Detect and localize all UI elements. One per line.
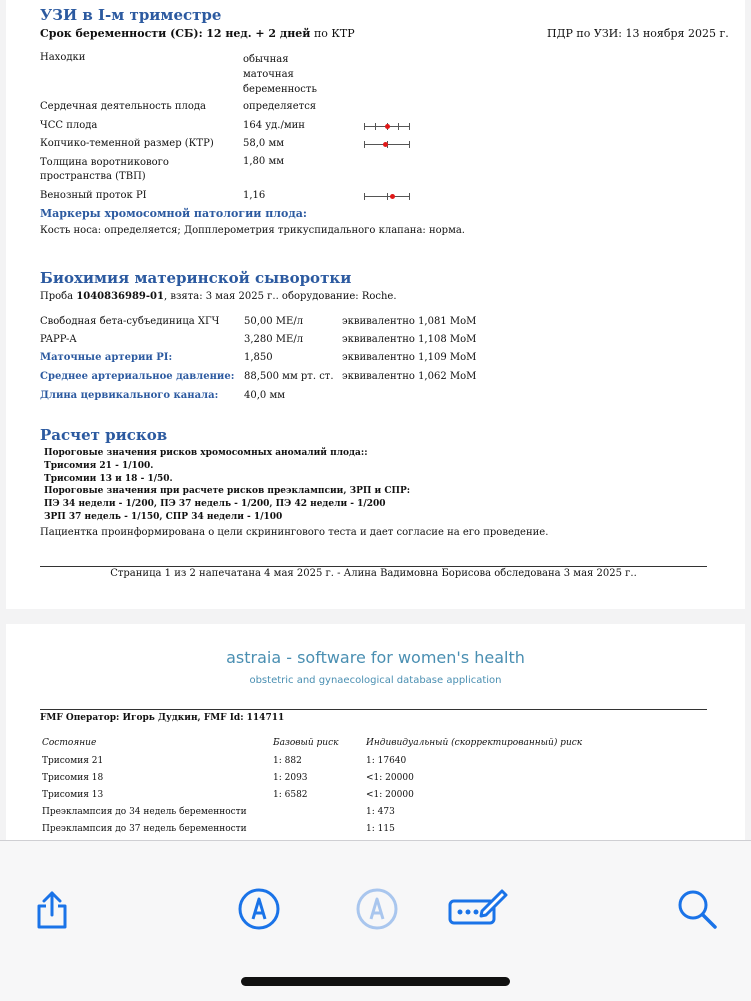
biochem-value: 40,0 мм [244,390,286,401]
crl-marker [383,142,388,147]
share-icon[interactable] [30,887,74,931]
row-value: 58,0 мм [243,138,285,149]
biochem-value: 88,500 мм рт. ст. [244,371,334,382]
brand-subtitle: obstetric and gynaecological database application [249,675,502,686]
row-value: определяется [243,101,317,112]
col-base: Базовый риск [273,738,339,748]
header-rule [40,709,707,710]
risk-thresholds: Пороговые значения рисков хромосомных аномалий плода:: Трисомия 21 - 1/100. Трисомии 13 и 18 - 1/50. Пороговые значения при расчете рисков преэклампсии, ЗРП и СПР: ПЭ 34 недели - 1/200, ПЭ 37 недель - 1/200, ПЭ 42 недели - 1/200 ЗРП 37 недель - 1/150, СПР 34 недели - 1/100 [44,448,411,522]
row-value: 164 уд./мин [243,120,305,131]
consent-text: Пациентка проинформирована о цели скринингового теста и дает согласие на его проведение. [40,527,549,538]
risk-row-state: Трисомия 18 [42,773,104,783]
biochem-value: 3,280 МЕ/л [244,334,304,345]
biochem-value: 50,00 МЕ/л [244,316,304,327]
biochem-title: Биохимия материнской сыворотки [40,269,352,287]
risk-row-state: Трисомия 13 [42,790,104,800]
risk-row-state: Трисомия 21 [42,756,104,766]
footer-rule [40,566,707,567]
markup-icon[interactable] [237,887,281,931]
brand-title: astraia - software for women's health [226,648,525,667]
biochem-label: Среднее артериальное давление: [40,371,235,382]
risk-row-state: Преэклампсия до 37 недель беременности [42,824,247,834]
risk-row-state: Преэклампсия до 34 недель беременности [42,807,247,817]
ultrasound-title: УЗИ в I-м триместре [40,6,222,24]
findings-label: Находки [40,52,86,63]
biochem-label: Длина цервикального канала: [40,390,219,401]
form-fill-icon[interactable] [448,887,510,931]
biochem-mom: эквивалентно 1,109 MoM [342,352,477,363]
biochem-mom: эквивалентно 1,081 MoM [342,316,477,327]
row-label: Венозный проток PI [40,190,147,201]
col-state: Состояние [42,738,97,748]
risk-row-base: 1: 6582 [273,790,308,800]
due-date: ПДР по УЗИ: 13 ноября 2025 г. [547,27,729,40]
findings-value: обычная маточная беременность [243,54,317,95]
document-page-1 [6,0,745,609]
risk-row-indiv: 1: 17640 [366,756,407,766]
risk-title: Расчет рисков [40,426,168,444]
row-value: 1,80 мм [243,156,285,167]
document-page-2 [6,624,745,840]
row-label: Сердечная деятельность плода [40,101,207,112]
markers-text: Кость носа: определяется; Допплерометрия трикуспидального клапана: норма. [40,225,465,236]
row-label: Копчико-теменной размер (КТР) [40,138,214,149]
biochem-value: 1,850 [244,352,273,363]
biochem-label: PAPP-A [40,334,77,345]
home-indicator[interactable] [241,977,510,986]
operator-info: FMF Оператор: Игорь Дудкин, FMF Id: 114711 [40,713,285,723]
risk-row-base: 1: 882 [273,756,302,766]
row-label: Толщина воротникового пространства (ТВП) [40,157,169,182]
risk-row-indiv: <1: 20000 [366,790,414,800]
risk-row-indiv: <1: 20000 [366,773,414,783]
fhr-marker [385,124,390,129]
row-value: 1,16 [243,190,266,201]
row-label: ЧСС плода [40,120,98,131]
gestational-age: Срок беременности (СБ): 12 нед. + 2 дней по КТР [40,27,355,40]
markers-title: Маркеры хромосомной патологии плода: [40,207,307,220]
biochem-label: Маточные артерии PI: [40,352,173,363]
risk-row-indiv: 1: 473 [366,807,395,817]
risk-row-base: 1: 2093 [273,773,308,783]
dv-marker [390,194,395,199]
markup-disabled-icon[interactable] [355,887,399,931]
page-footer: Страница 1 из 2 напечатана 4 мая 2025 г. - Алина Вадимовна Борисова обследована 3 мая 2025 г.. [110,568,637,579]
biochem-mom: эквивалентно 1,062 MoM [342,371,477,382]
sample-info: Проба 1040836989-01, взята: 3 мая 2025 г.. оборудование: Roche. [40,291,397,302]
search-icon[interactable] [675,887,719,931]
risk-row-indiv: 1: 115 [366,824,395,834]
biochem-mom: эквивалентно 1,108 MoM [342,334,477,345]
biochem-label: Свободная бета-субъединица ХГЧ [40,316,220,327]
col-indiv: Индивидуальный (скорректированный) риск [366,738,583,748]
